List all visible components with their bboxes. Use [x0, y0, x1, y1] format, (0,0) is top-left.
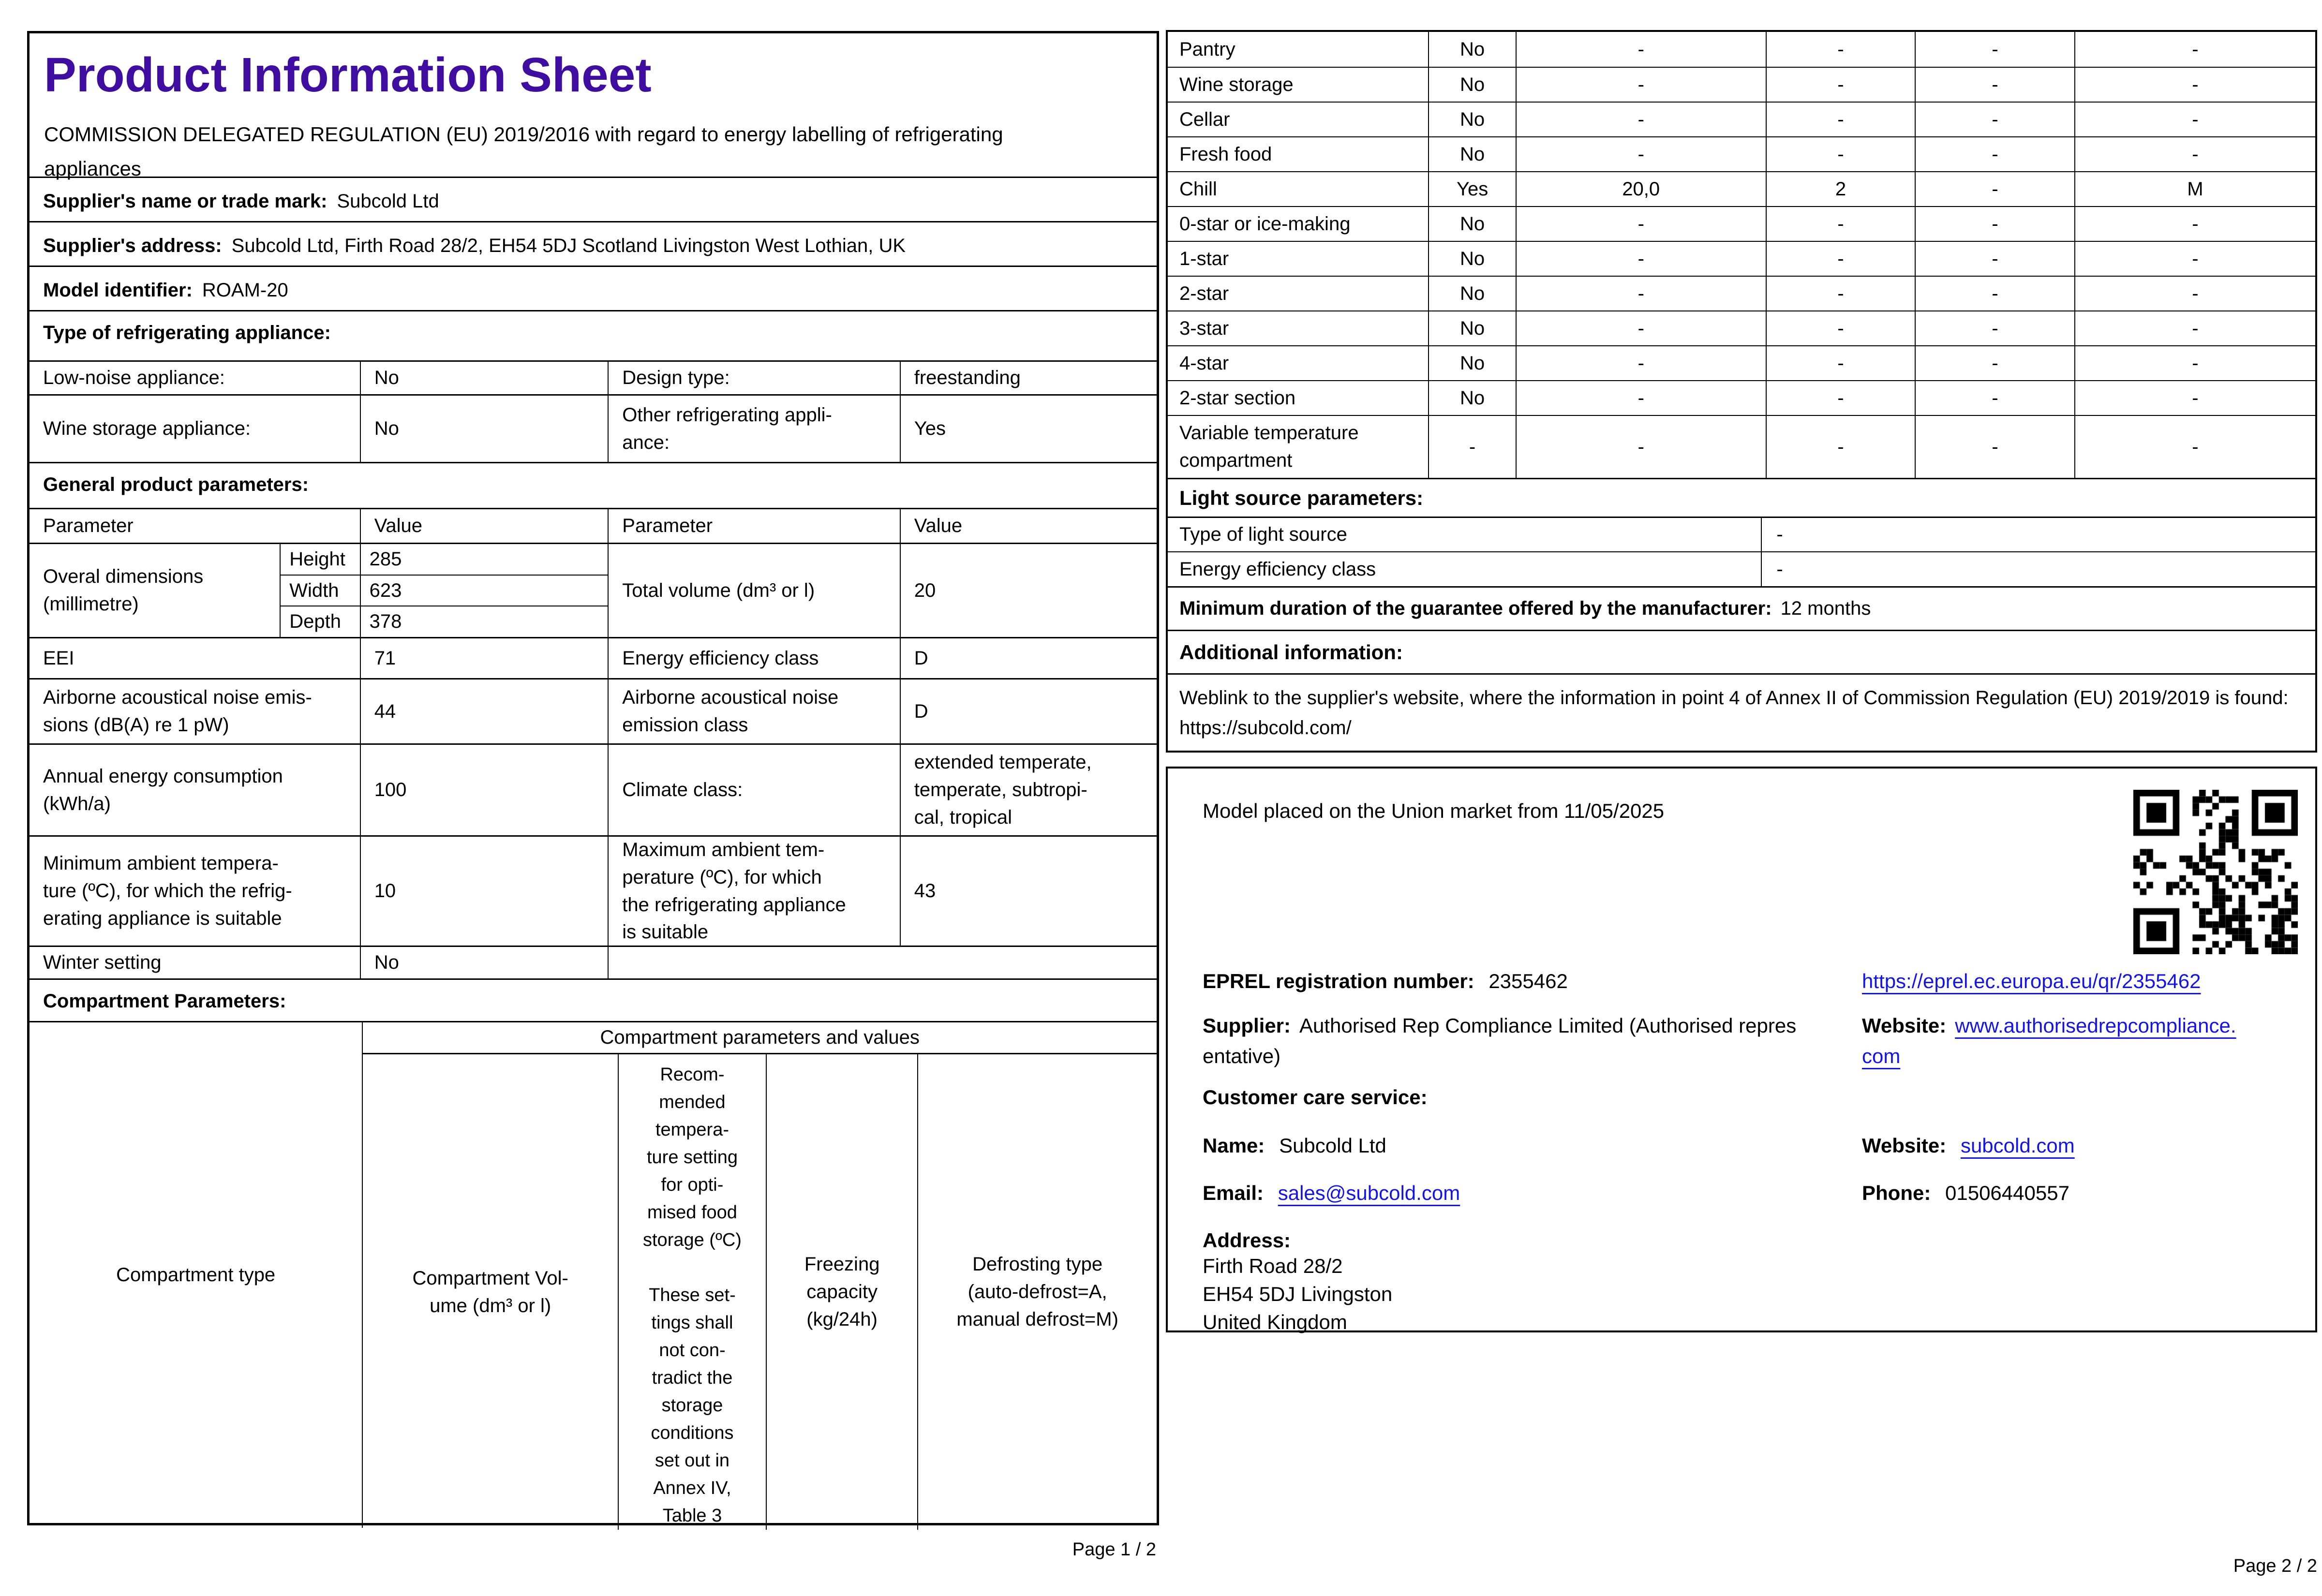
compartment-header-table	[30, 1021, 1157, 1528]
min-ambient-label: Minimum ambient tempera- ture (ºC), for which the refrig- erating appliance is suitable	[43, 853, 292, 929]
row-volume: -	[1516, 277, 1766, 310]
light-energy-label: Energy efficiency class	[1179, 558, 1376, 580]
row-present: No	[1428, 346, 1515, 380]
dimension-values	[360, 544, 608, 637]
row-defrost: -	[2074, 416, 2315, 478]
compartment-row-2star	[1168, 276, 2315, 310]
website2-row	[1862, 1130, 2075, 1161]
compartment-row-pantry	[1168, 32, 2315, 67]
additional-information-heading: Additional information:	[1168, 630, 2315, 673]
row-label: 0-star or ice-making	[1179, 213, 1351, 235]
row-defrost: -	[2074, 381, 2315, 415]
supplier-label: Supplier:	[1203, 1014, 1291, 1037]
row-temp: -	[1766, 207, 1915, 241]
row-temp: -	[1766, 277, 1915, 310]
row-freezing: -	[1915, 137, 2074, 171]
row-label: 3-star	[1179, 317, 1229, 339]
qr-code	[2133, 790, 2298, 954]
dim-width-label: Width	[281, 575, 359, 606]
website2-link[interactable]: subcold.com	[1960, 1134, 2075, 1157]
light-energy-value: -	[1761, 552, 2315, 586]
noise-label: Airborne acoustical noise emis- sions (dB(A) re 1 pW)	[43, 687, 312, 736]
row-volume: -	[1516, 207, 1766, 241]
row-defrost: -	[2074, 68, 2315, 102]
low-noise-value: No	[360, 362, 608, 394]
eei-label: EEI	[43, 647, 74, 669]
max-ambient-value: 43	[900, 837, 1157, 946]
page-title: Product Information Sheet	[44, 48, 652, 102]
row-defrost: -	[2074, 277, 2315, 310]
phone-label: Phone:	[1862, 1182, 1931, 1204]
row-defrost: -	[2074, 311, 2315, 345]
model-identifier-label: Model identifier:	[43, 280, 193, 301]
supplier-row	[1203, 1010, 1851, 1071]
supplier-name-cell	[30, 178, 1157, 221]
row-label: Pantry	[1179, 38, 1235, 60]
row-defrost: -	[2074, 207, 2315, 241]
compartment-row-1star	[1168, 241, 2315, 276]
row-volume: 20,0	[1516, 172, 1766, 206]
row-defrost: -	[2074, 103, 2315, 136]
row-present: No	[1428, 103, 1515, 136]
energy-class-value: D	[900, 638, 1157, 678]
row-temp: -	[1766, 32, 1915, 67]
light-type-value: -	[1761, 518, 2315, 551]
climate-class-label: Climate class:	[608, 745, 899, 835]
care-name-label: Name:	[1203, 1134, 1265, 1157]
row-present: No	[1428, 207, 1515, 241]
product-info-sheet-page2	[1166, 30, 2317, 753]
header-parameter-2: Parameter	[608, 509, 899, 543]
guarantee-value: 12 months	[1780, 598, 1871, 620]
winter-setting-row	[30, 946, 1157, 978]
website1-label: Website:	[1862, 1014, 1947, 1037]
model-placed-text: Model placed on the Union market from 11/05/2025	[1203, 799, 1665, 822]
model-identifier-row	[30, 266, 1157, 310]
supplier-address-cell	[30, 222, 1157, 266]
model-identifier-value: ROAM-20	[202, 280, 288, 301]
compartment-params-columns	[362, 1022, 1157, 1528]
noise-row	[30, 678, 1157, 743]
design-type-label: Design type:	[608, 362, 899, 394]
row-defrost: -	[2074, 137, 2315, 171]
compartment-row-0star	[1168, 206, 2315, 241]
noise-value: 44	[360, 680, 608, 743]
compartment-row-cellar	[1168, 102, 2315, 136]
row-present: No	[1428, 381, 1515, 415]
recommended-temperature-header: Recom- mended tempera- ture setting for opti- mised food storage (ºC) These set- tings shall not con- tradict the storage conditions set out in Annex IV, Table 3	[618, 1054, 766, 1530]
light-source-type-row	[1168, 517, 2315, 551]
freezing-capacity-header: Freezing capacity (kg/24h)	[766, 1054, 917, 1530]
row-volume: -	[1516, 242, 1766, 276]
compartment-row-wine-storage	[1168, 67, 2315, 102]
noise-class-value: D	[900, 680, 1157, 743]
row-label: Cellar	[1179, 108, 1230, 130]
row-label: 1-star	[1179, 248, 1229, 269]
row-defrost: -	[2074, 242, 2315, 276]
energy-class-label: Energy efficiency class	[608, 638, 899, 678]
climate-class-value: extended temperate, temperate, subtropi- cal, tropical	[900, 745, 1157, 835]
header-value-1: Value	[360, 509, 608, 543]
eprel-box	[1166, 767, 2317, 1332]
weblink-row: Weblink to the supplier's website, where the information in point 4 of Annex II of Commission Regulation (EU) 2019/2019 is found: https://subcold.com/	[1168, 673, 2315, 751]
eprel-registration	[1203, 966, 1568, 996]
row-label: 4-star	[1179, 352, 1229, 374]
row-present: No	[1428, 277, 1515, 310]
dim-width-value: 623	[361, 575, 608, 606]
supplier-address-value: Subcold Ltd, Firth Road 28/2, EH54 5DJ Scotland Livingston West Lothian, UK	[231, 235, 906, 257]
row-present: No	[1428, 137, 1515, 171]
email-label: Email:	[1203, 1182, 1264, 1204]
phone-row	[1862, 1178, 2069, 1208]
address-lines: Firth Road 28/2 EH54 5DJ Livingston United Kingdom	[1203, 1255, 1393, 1333]
row-volume: -	[1516, 68, 1766, 102]
other-appliance-label: Other refrigerating appli- ance:	[608, 396, 899, 462]
supplier-value: Authorised Rep Compliance Limited (Authorised repres entative)	[1203, 1014, 1797, 1067]
annual-energy-value: 100	[360, 745, 608, 835]
eprel-link[interactable]: https://eprel.ec.europa.eu/qr/2355462	[1862, 970, 2201, 992]
row-freezing: -	[1915, 416, 2074, 478]
total-volume-label: Total volume (dm³ or l)	[608, 544, 899, 637]
row-label: Wine storage	[1179, 74, 1294, 95]
compartment-row-fresh-food	[1168, 136, 2315, 171]
row-volume: -	[1516, 416, 1766, 478]
row-temp: -	[1766, 103, 1915, 136]
row-present: -	[1428, 416, 1515, 478]
wine-storage-row	[30, 394, 1157, 462]
total-volume-value: 20	[900, 544, 1157, 637]
general-parameters-heading: General product parameters:	[30, 462, 1157, 508]
compartment-type-header: Compartment type	[116, 1264, 276, 1286]
noise-class-label: Airborne acoustical noise emission class	[608, 680, 899, 743]
row-freezing: -	[1915, 103, 2074, 136]
dim-height-value: 285	[369, 548, 402, 570]
regulation-subtitle: COMMISSION DELEGATED REGULATION (EU) 2019/2016 with regard to energy labelling of refrigerating appliances	[44, 123, 1003, 180]
row-temp: -	[1766, 416, 1915, 478]
header-value-2: Value	[900, 509, 1157, 543]
row-freezing: -	[1915, 346, 2074, 380]
row-temp: -	[1766, 137, 1915, 171]
winter-setting-label: Winter setting	[43, 952, 162, 974]
product-info-sheet-page1	[27, 31, 1159, 1525]
winter-setting-value: No	[360, 947, 608, 978]
type-of-appliance-heading: Type of refrigerating appliance:	[30, 310, 1157, 360]
dimension-sublabels	[280, 544, 359, 637]
compartment-row-4star	[1168, 345, 2315, 380]
row-defrost: M	[2074, 172, 2315, 206]
compartment-row-variable-temp	[1168, 415, 2315, 478]
wine-storage-label: Wine storage appliance:	[43, 418, 251, 440]
care-name-row	[1203, 1130, 1386, 1161]
website1-link[interactable]: www.authorisedrepcompliance. com	[1862, 1014, 2236, 1067]
row-volume: -	[1516, 311, 1766, 345]
row-temp: -	[1766, 68, 1915, 102]
row-present: No	[1428, 242, 1515, 276]
max-ambient-label: Maximum ambient tem- perature (ºC), for which the refrigerating appliance is suitable	[608, 837, 899, 946]
low-noise-row	[30, 360, 1157, 394]
customer-care-heading: Customer care service:	[1203, 1086, 1428, 1108]
parameter-value-header-row	[30, 508, 1157, 543]
page1-footer: Page 1 / 2	[1072, 1539, 1156, 1560]
other-appliance-value: Yes	[900, 396, 1157, 462]
eprel-link-wrap	[1862, 966, 2201, 996]
row-label: 2-star	[1179, 282, 1229, 304]
page2-footer: Page 2 / 2	[2233, 1556, 2317, 1576]
row-freezing: -	[1915, 311, 2074, 345]
supplier-name-row	[30, 177, 1157, 221]
phone-value: 01506440557	[1945, 1182, 2069, 1204]
row-defrost: -	[2074, 32, 2315, 67]
defrosting-type-header: Defrosting type (auto-defrost=A, manual defrost=M)	[917, 1054, 1157, 1530]
row-temp: -	[1766, 242, 1915, 276]
email-row	[1203, 1178, 1460, 1208]
design-type-value: freestanding	[900, 362, 1157, 394]
row-freezing: -	[1915, 277, 2074, 310]
row-present: No	[1428, 311, 1515, 345]
row-present: No	[1428, 32, 1515, 67]
guarantee-label: Minimum duration of the guarantee offered by the manufacturer:	[1179, 598, 1772, 620]
header-parameter-1: Parameter	[43, 515, 134, 537]
row-label: 2-star section	[1179, 387, 1296, 409]
care-name-value: Subcold Ltd	[1279, 1134, 1386, 1157]
compartment-row-2star-section	[1168, 380, 2315, 415]
address-label: Address:	[1203, 1229, 1291, 1252]
compartment-volume-header: Compartment Vol- ume (dm³ or l)	[412, 1267, 568, 1316]
row-label: Chill	[1179, 178, 1217, 200]
row-freezing: -	[1915, 207, 2074, 241]
title-block	[30, 33, 1157, 180]
row-freezing: -	[1915, 381, 2074, 415]
row-volume: -	[1516, 137, 1766, 171]
guarantee-row	[1168, 586, 2315, 630]
dim-depth-value: 378	[361, 606, 608, 637]
dim-height-label: Height	[289, 548, 345, 570]
light-type-label: Type of light source	[1179, 524, 1347, 546]
compartment-row-chill	[1168, 171, 2315, 206]
low-noise-label: Low-noise appliance:	[43, 367, 225, 389]
eei-row	[30, 637, 1157, 678]
eprel-value: 2355462	[1488, 970, 1568, 992]
row-defrost: -	[2074, 346, 2315, 380]
row-temp: -	[1766, 381, 1915, 415]
supplier-address-label: Supplier's address:	[43, 235, 222, 257]
dimensions-row	[30, 543, 1157, 637]
row-temp: 2	[1766, 172, 1915, 206]
compartment-span-header: Compartment parameters and values	[363, 1022, 1157, 1054]
annual-energy-label: Annual energy consumption (kWh/a)	[43, 765, 283, 814]
wine-storage-value: No	[360, 396, 608, 462]
row-freezing: -	[1915, 172, 2074, 206]
model-identifier-cell	[30, 267, 1157, 310]
row-volume: -	[1516, 103, 1766, 136]
row-present: No	[1428, 68, 1515, 102]
eei-value: 71	[360, 638, 608, 678]
light-source-heading: Light source parameters:	[1168, 478, 2315, 517]
supplier-name-value: Subcold Ltd	[337, 191, 439, 212]
row-volume: -	[1516, 346, 1766, 380]
row-freezing: -	[1915, 32, 2074, 67]
row-present: Yes	[1428, 172, 1515, 206]
row-freezing: -	[1915, 242, 2074, 276]
dimensions-label: Overal dimensions (millimetre)	[43, 566, 204, 615]
row-label: Fresh food	[1179, 143, 1272, 165]
light-energy-class-row	[1168, 551, 2315, 586]
row-freezing: -	[1915, 68, 2074, 102]
supplier-address-row	[30, 221, 1157, 266]
row-temp: -	[1766, 311, 1915, 345]
dim-depth-label: Depth	[281, 606, 359, 637]
ambient-temperature-row	[30, 835, 1157, 946]
website2-label: Website:	[1862, 1134, 1947, 1157]
row-temp: -	[1766, 346, 1915, 380]
row-label: Variable temperature compartment	[1179, 422, 1359, 471]
winter-setting-empty-cell	[608, 947, 1157, 978]
min-ambient-value: 10	[360, 837, 608, 946]
row-volume: -	[1516, 32, 1766, 67]
supplier-name-label: Supplier's name or trade mark:	[43, 191, 327, 212]
website1-row	[1862, 1010, 2288, 1071]
email-link[interactable]: sales@subcold.com	[1278, 1182, 1460, 1204]
row-volume: -	[1516, 381, 1766, 415]
compartment-row-3star	[1168, 310, 2315, 345]
annual-energy-row	[30, 743, 1157, 835]
eprel-label: EPREL registration number:	[1203, 970, 1474, 992]
compartment-parameters-heading: Compartment Parameters:	[30, 978, 1157, 1021]
